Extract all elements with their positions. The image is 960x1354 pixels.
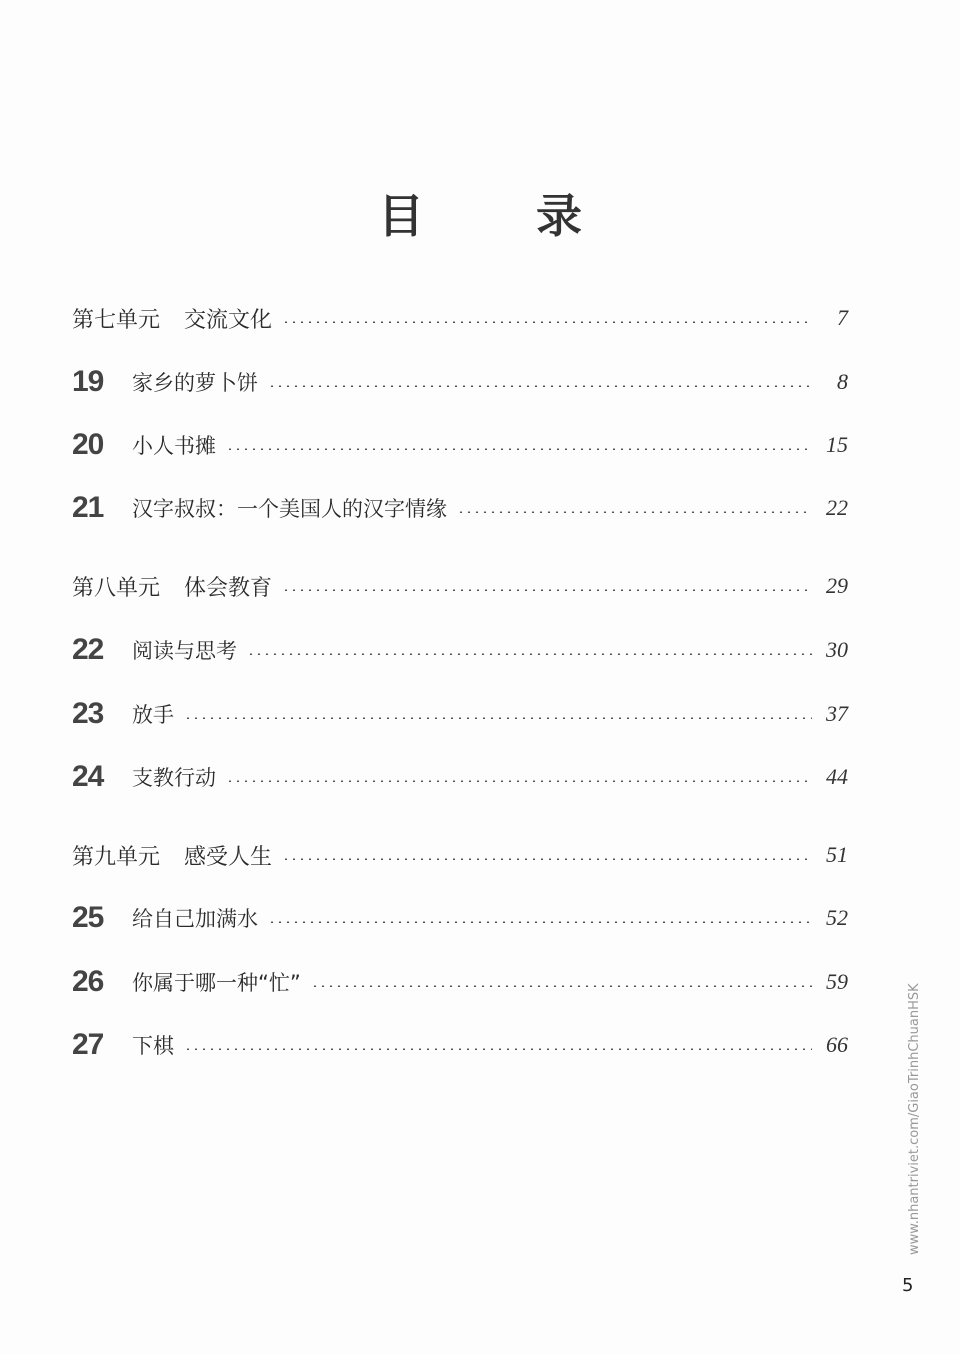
lesson-title: 汉字叔叔：一个美国人的汉字情缘 [132, 497, 447, 521]
toc-lesson-row[interactable] [72, 488, 848, 528]
unit-title: 感受人生 [184, 844, 273, 870]
toc-lesson-row[interactable] [72, 1025, 848, 1065]
leader-dots [184, 717, 812, 719]
leader-dots [268, 921, 812, 923]
leader-dots [311, 985, 812, 987]
leader-dots [268, 385, 812, 387]
unit-label: 第九单元 [72, 844, 161, 870]
page-ref: 66 [826, 1032, 848, 1057]
unit-label: 第七单元 [72, 307, 161, 333]
toc-lesson-row[interactable] [72, 362, 848, 402]
page-ref: 52 [826, 905, 848, 930]
lesson-number: 27 [72, 1028, 104, 1061]
page-ref: 51 [826, 842, 848, 867]
leader-dots [282, 858, 812, 860]
lesson-title: 放手 [132, 703, 174, 727]
lesson-number: 24 [72, 760, 104, 793]
unit-title: 体会教育 [184, 575, 273, 601]
leader-dots [184, 1048, 812, 1050]
toc-lesson-row[interactable] [72, 898, 848, 938]
page-ref: 22 [826, 495, 848, 520]
lesson-title: 下棋 [132, 1034, 174, 1058]
lesson-title: 给自己加满水 [132, 907, 258, 931]
leader-dots [282, 321, 812, 323]
unit-title: 交流文化 [184, 307, 273, 333]
lesson-number: 22 [72, 633, 104, 666]
toc-lesson-row[interactable] [72, 694, 848, 734]
leader-dots [282, 589, 812, 591]
lesson-title: 家乡的萝卜饼 [132, 371, 258, 395]
leader-dots [226, 780, 812, 782]
page-ref: 30 [826, 637, 848, 662]
unit-label: 第八单元 [72, 575, 161, 601]
page-ref: 44 [826, 764, 848, 789]
lesson-title: 你属于哪一种“忙” [132, 971, 301, 995]
lesson-number: 26 [72, 965, 104, 998]
lesson-number: 21 [72, 491, 104, 524]
page-ref: 59 [826, 969, 848, 994]
lesson-title: 支教行动 [132, 766, 216, 790]
leader-dots [247, 653, 812, 655]
toc-lesson-row[interactable] [72, 962, 848, 1002]
lesson-title: 阅读与思考 [132, 639, 237, 663]
lesson-number: 19 [72, 365, 104, 398]
toc-lesson-row[interactable] [72, 425, 848, 465]
toc-unit-row[interactable] [72, 835, 848, 875]
lesson-title: 小人书摊 [132, 434, 216, 458]
page-number: 5 [902, 1275, 914, 1296]
page-ref: 15 [826, 432, 848, 457]
page-ref: 37 [826, 701, 848, 726]
lesson-number: 23 [72, 697, 104, 730]
lesson-number: 20 [72, 428, 104, 461]
toc-lesson-row[interactable] [72, 757, 848, 797]
leader-dots [226, 448, 812, 450]
page-title: 目 录 [377, 189, 630, 243]
page-ref: 8 [837, 369, 848, 394]
toc-unit-row[interactable] [72, 298, 848, 338]
toc-unit-row[interactable] [72, 566, 848, 606]
toc-lesson-row[interactable] [72, 630, 848, 670]
page-ref: 7 [837, 305, 848, 330]
lesson-number: 25 [72, 901, 104, 934]
page-ref: 29 [826, 573, 848, 598]
leader-dots [457, 511, 812, 513]
watermark-url: www.nhantriviet.com/GiaoTrinhChuanHSK [907, 983, 922, 1255]
